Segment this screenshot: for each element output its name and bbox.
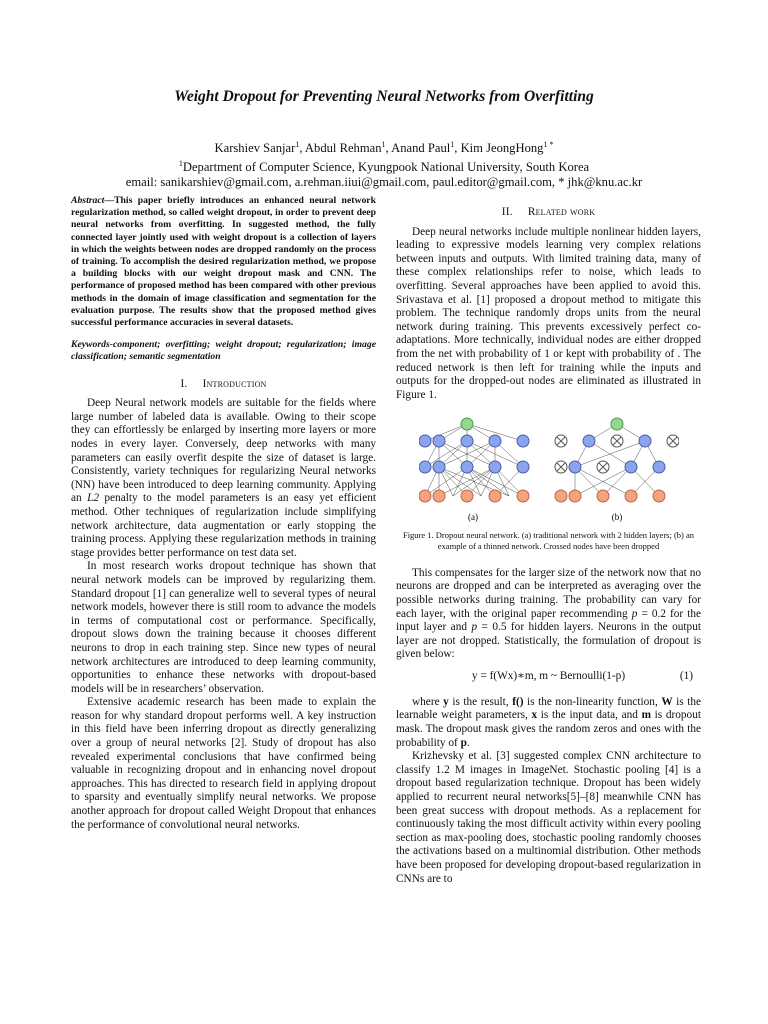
hidden-node-a [461,461,473,473]
paper-title: Weight Dropout for Preventing Neural Networks from Overfitting [174,88,594,105]
figure-caption: Figure 1. Dropout neural network. (a) traditional network with 2 hidden layers; (b) an example of a thinned network. Crossed nodes have been dropped [402,530,695,551]
input-node-b [653,490,665,502]
hidden-node-b [625,461,637,473]
output-node-b [611,418,623,430]
figure-1 [396,416,701,526]
affiliation: $^1$Department of Computer Science, Kyungpook National University, South Korea [178,159,590,175]
intro-paragraph-2: In most research works dropout technique has shown that neural network models can be improved by regularizing them. Standard dropout [1] can generalize well to several types of neural network models, however there is still room to advance the models in terms of computational cost or performance. Specifically, dropout slows down the training because it chooses different neurons to drop in each training step. Since new types of neural network architectures are introduced to deep learning community, opportunities to enhance these networks with dropout-based models will be in researchers’ observation. [71,560,376,695]
hidden-node-a [517,435,529,447]
input-node-b [569,490,581,502]
hidden-node-a [489,461,501,473]
email-line: email: sanikarshiev@gmail.com, a.rehman.iiui@gmail.com, paul.editor@gmail.com, * jhk@knu.ac.kr [125,175,643,190]
input-node-a [433,490,445,502]
hidden-node-a [419,461,431,473]
input-node-b [597,490,609,502]
output-node-a [461,418,473,430]
section-introduction-heading: I. Introduction [180,377,267,390]
intro-paragraph-3: Extensive academic research has been made to explain the reason for why standard dropout performs well. A key instruction in this field have been inferring dropout as directly generalizing over a group of neural networks [2]. Study of dropout has also revealed experimental conclusions that have confirmed being valuable in recognizing dropout and in enhancing novel dropout approaches. This has directed to research field in applying dropout to sparsity and eventually simplify neural networks. We propose another approach for dropout called Weight Dropout that enhances the performance of convolutional neural networks. [71,696,376,831]
abstract: Abstract—This paper briefly introduces an enhanced neural network regularization method, so called weight dropout, in order to prevent deep neural networks from overfitting. In suggested method, the fully connected layer jointly used with weight dropout is a collection of layers in which the weights between nodes are dropped randomly on the process of training. To accomplish the desired regularization method, we propose a building blocks with our weight dropout mask and CNN. The performance of proposed method has been compared with other previous methods in the domain of image classification and segmentation for the evaluation purpose. The results show that the proposed method gives successful performance accuracies in several datasets. [71,195,376,329]
hidden-node-a [489,435,501,447]
input-node-b [625,490,637,502]
author-block [60,137,708,190]
hidden-node-b [653,461,665,473]
left-column [71,195,376,832]
author-line: Karshiev Sanjar$^1$, Abdul Rehman$^1$, Anand Paul$^1$, Kim JeongHong$^{1 *}$ [214,140,554,156]
hidden-node-b [569,461,581,473]
hidden-node-b [583,435,595,447]
input-node-a [517,490,529,502]
hidden-node-a [433,435,445,447]
dropout-equation: y = f(Wx)∗m, m ~ Bernoulli(1-p) (1) [471,669,693,682]
input-node-a [419,490,431,502]
input-node-a [461,490,473,502]
input-node-b [555,490,567,502]
related-work-paragraph-2: This compensates for the larger size of the network now that no neurons are dropped and can be interpreted as averaging over the possible networks during training. The probability can vary for each layer, with the original paper recommending p = 0.2 for the input layer and p = 0.5 for hidden layers. Neurons in the output layer are not dropped. Statistically, the formulation of dropout is given below: [396,566,702,661]
equation-explanation: where y is the result, f() is the non-linearity function, W is the learnable weight parameters, x is the input data, and m is dropout mask. The dropout mask gives the random zeros and ones with the probability of p. [396,695,702,749]
figure-label-a: (a) [467,512,478,523]
related-work-paragraph-3: Krizhevsky et al. [3] suggested complex CNN architecture to classify 1.2 M images in ImageNet. Stochastic pooling [4] is a dropout based regularization technique. Dropout has been widely applied to recurrent neural networks[5]–[8] meanwhile CNN has been great success with dropout methods. As a replacement for continuously taking the most difficult activity within every pooling section as max-pooling does, stochastic pooling randomly chooses the activations based on a multinomial distribution. Other methods have been proposed for developing dropout-based regularization in CNNs are to [396,750,701,885]
figure-label-b: (b) [611,512,622,523]
related-work-paragraph-1: Deep neural networks include multiple nonlinear hidden layers, leading to expressive models learning very complex relations between inputs and outputs. With limited training data, many of these complex relationships refer to noise, which leads to overfitting. Several approaches have been applied to avoid this. Srivastava et al. [1] proposed a dropout method to mitigate this problem. The technique randomly drops units from the neural network during training. This prevents excessively perfect co-adaptations. More technically, individual nodes are either dropped from the net with probability of 1 or kept with probability of . The reduced network is then left for training while the inputs and outputs for the dropped-out nodes are eliminated as illustrated in Figure 1. [396,225,701,401]
section-related-work-heading: II. Related work [501,206,596,218]
input-node-a [489,490,501,502]
hidden-node-a [419,435,431,447]
keywords: Keywords-component; overfitting; weight dropout; regularization; image classification; semantic segmentation [71,339,376,363]
hidden-node-a [433,461,445,473]
hidden-node-b [639,435,651,447]
dropout-network-diagram [419,416,679,526]
hidden-node-a [461,435,473,447]
hidden-node-a [517,461,529,473]
right-column [396,206,701,886]
thinned-network-nodes [555,418,679,502]
traditional-network-nodes [419,418,529,502]
intro-paragraph-1: Deep Neural network models are suitable for the fields where large number of labeled data is available. Owing to their scope they can effortlessly be enlarged by inserting more layers or more nodes in every layer. Conversely, deep networks with many parameters can easily overfit despite the size of dataset is large. Consistently, variety techniques for regularizing Neural networks (NN) have been introduced to deep learning community. Applying an L2 penalty to the model parameters is an easy yet efficient method. Other techniques of regularization include simplifying network architecture, data augmentation or early stopping the training process. Applying these regularization methods in training stage provides better performance on test data set. [71,397,376,559]
